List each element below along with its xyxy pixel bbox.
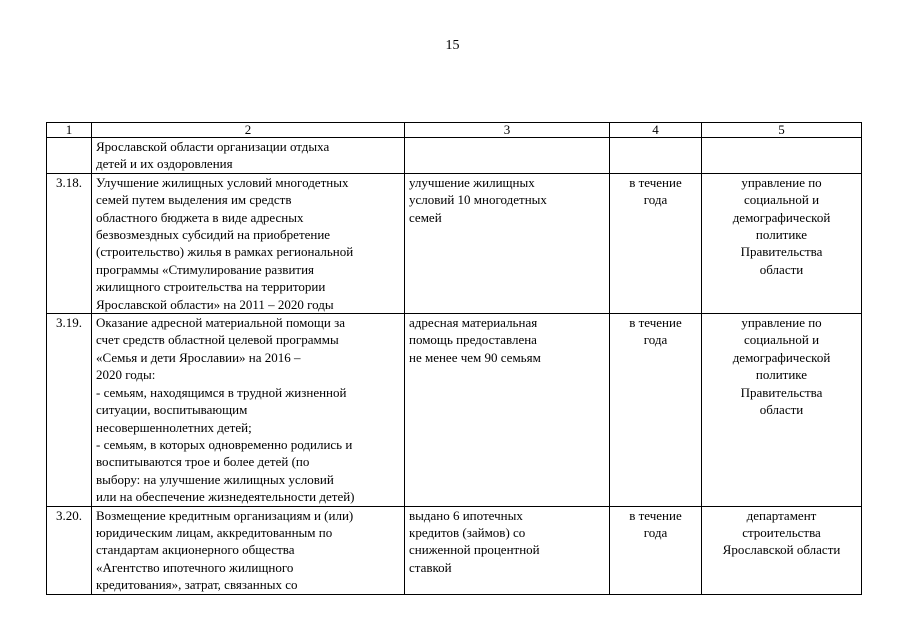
row-term: в течение года xyxy=(610,506,702,594)
row-measure: Улучшение жилищных условий многодетных семей путем выделения им средств областного бюджета в виде адресных безвозмездных субсидий на приобретение (строительство) жилья в рамках региональной программы «Стимулирование развития жилищного строительства на территории Ярославской области» на 2011 – 2020 годы xyxy=(92,173,405,313)
header-cell-5: 5 xyxy=(702,123,862,138)
row-result: улучшение жилищных условий 10 многодетных семей xyxy=(405,173,610,313)
measures-table xyxy=(46,122,862,595)
table-row xyxy=(47,173,862,313)
row-number: 3.20. xyxy=(47,506,92,594)
row-executor xyxy=(702,138,862,174)
table-row xyxy=(47,314,862,506)
table-header-row xyxy=(47,123,862,138)
row-term: в течение года xyxy=(610,173,702,313)
row-number: 3.18. xyxy=(47,173,92,313)
header-cell-2: 2 xyxy=(92,123,405,138)
row-measure: Возмещение кредитным организациям и (или) юридическим лицам, аккредитованным по стандартам акционерного общества «Агентство ипотечного жилищного кредитования», затрат, связанных со xyxy=(92,506,405,594)
row-measure: Оказание адресной материальной помощи за счет средств областной целевой программы «Семья и дети Ярославии» на 2016 – 2020 годы: - семьям, находящимся в трудной жизненной ситуации, воспитывающим несовершеннолетних детей; - семьям, в которых одновременно родились и воспитываются трое и более детей (по выбору: на улучшение жилищных условий или на обеспечение жизнедеятельности детей) xyxy=(92,314,405,506)
row-number: 3.19. xyxy=(47,314,92,506)
row-result: выдано 6 ипотечных кредитов (займов) со сниженной процентной ставкой xyxy=(405,506,610,594)
header-cell-3: 3 xyxy=(405,123,610,138)
table-row xyxy=(47,506,862,594)
row-number xyxy=(47,138,92,174)
row-term xyxy=(610,138,702,174)
row-term: в течение года xyxy=(610,314,702,506)
header-cell-1: 1 xyxy=(47,123,92,138)
header-cell-4: 4 xyxy=(610,123,702,138)
row-result xyxy=(405,138,610,174)
row-measure: Ярославской области организации отдыха детей и их оздоровления xyxy=(92,138,405,174)
page-number: 15 xyxy=(445,38,460,53)
row-executor: департамент строительства Ярославской области xyxy=(702,506,862,594)
row-executor: управление по социальной и демографической политике Правительства области xyxy=(702,173,862,313)
table-row xyxy=(47,138,862,174)
row-executor: управление по социальной и демографической политике Правительства области xyxy=(702,314,862,506)
row-result: адресная материальная помощь предоставлена не менее чем 90 семьям xyxy=(405,314,610,506)
